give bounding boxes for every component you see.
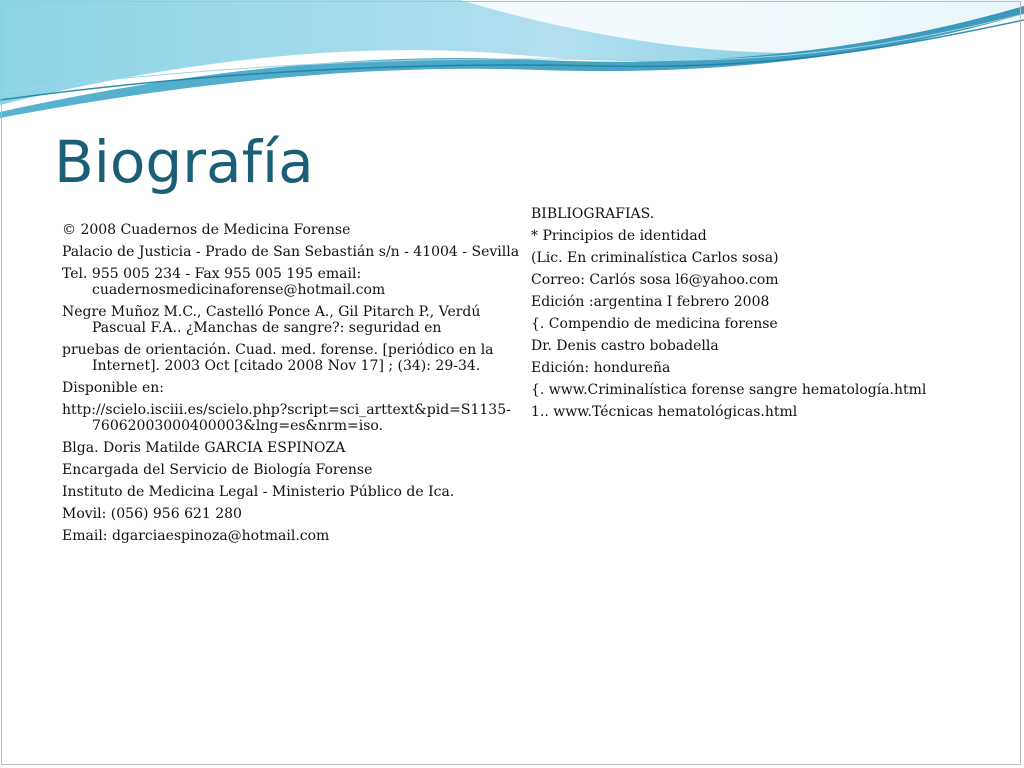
bibliography-right-column bbox=[531, 206, 971, 426]
bibliography-line: * Principios de identidad bbox=[531, 228, 707, 244]
page-title: Biografía bbox=[54, 128, 314, 196]
references-left-column bbox=[62, 222, 524, 550]
bibliography-line: {. Compendio de medicina forense bbox=[531, 316, 778, 332]
reference-line: Movil: (056) 956 621 280 bbox=[62, 506, 242, 522]
reference-line: Instituto de Medicina Legal - Ministerio Público de Ica. bbox=[62, 484, 455, 500]
bibliography-line: Edición: hondureña bbox=[531, 360, 671, 376]
reference-line: Palacio de Justicia - Prado de San Sebastián s/n - 41004 - Sevilla bbox=[62, 244, 520, 260]
reference-line: Encargada del Servicio de Biología Forense bbox=[62, 462, 373, 478]
wave-header-decoration bbox=[0, 0, 1024, 120]
reference-line: Negre Muñoz M.C., Castelló Ponce A., Gil Pitarch P., Verdú Pascual F.A.. ¿Manchas de sangre?: seguridad en bbox=[62, 304, 481, 336]
reference-line: pruebas de orientación. Cuad. med. forense. [periódico en la Internet]. 2003 Oct [citado 2008 Nov 17] ; (34): 29-34. bbox=[62, 342, 494, 374]
bibliography-line: 1.. www.Técnicas hematológicas.html bbox=[531, 404, 798, 420]
bibliography-line: (Lic. En criminalística Carlos sosa) bbox=[531, 250, 779, 266]
reference-line: Email: dgarciaespinoza@hotmail.com bbox=[62, 528, 330, 544]
bibliography-line: Correo: Carlós sosa l6@yahoo.com bbox=[531, 272, 779, 288]
bibliography-line: Dr. Denis castro bobadella bbox=[531, 338, 719, 354]
bibliography-line: Edición :argentina I febrero 2008 bbox=[531, 294, 770, 310]
reference-line: Tel. 955 005 234 - Fax 955 005 195 email: cuadernosmedicinaforense@hotmail.com bbox=[62, 266, 386, 298]
bibliography-line: {. www.Criminalística forense sangre hematología.html bbox=[531, 382, 927, 398]
reference-line: Blga. Doris Matilde GARCIA ESPINOZA bbox=[62, 440, 346, 456]
reference-url: http://scielo.isciii.es/scielo.php?script=sci_arttext&pid=S1135-76062003000400003&lng=es&nrm=iso. bbox=[62, 402, 511, 434]
bibliography-heading: BIBLIOGRAFIAS. bbox=[531, 206, 655, 222]
reference-line: Disponible en: bbox=[62, 380, 164, 396]
reference-line: © 2008 Cuadernos de Medicina Forense bbox=[62, 222, 351, 238]
